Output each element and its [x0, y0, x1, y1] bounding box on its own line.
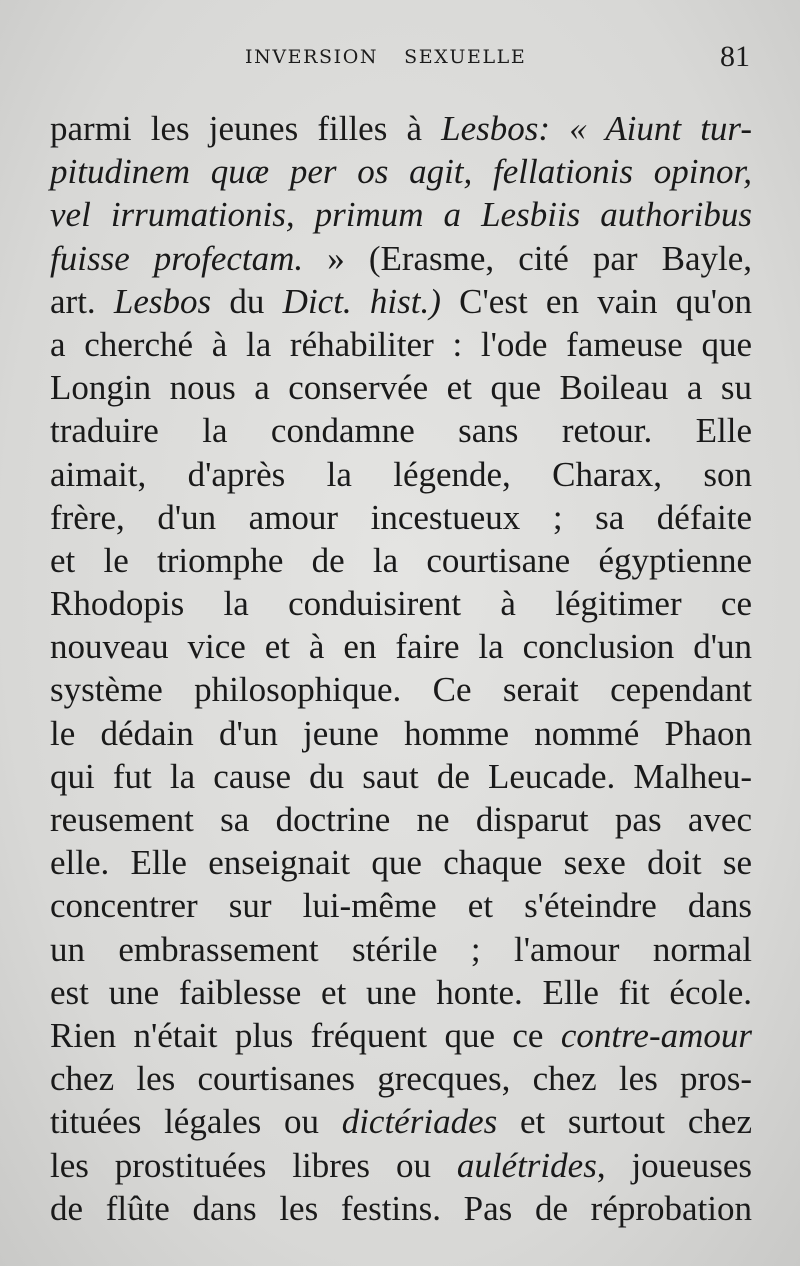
italic-text: aulétrides: [456, 1145, 597, 1185]
italic-text: Lesbos: « Aiunt tur-: [441, 109, 752, 148]
text-line: [50, 884, 752, 927]
text-segment: Rien n'était plus fréquent que ce: [50, 1015, 561, 1055]
italic-text: pitudinem quæ per os agit, fellationis opinor,: [50, 152, 752, 192]
text-segment: système philosophique. Ce serait cependant: [50, 670, 752, 710]
text-line: [50, 928, 752, 971]
running-title-part2: SEXUELLE: [404, 46, 527, 68]
italic-text: contre-amour: [560, 1015, 752, 1055]
text-line: [50, 150, 752, 193]
text-segment: , joueuses: [596, 1145, 752, 1185]
text-line: [50, 496, 752, 539]
italic-text: Lesbos: [113, 281, 212, 321]
text-line: [50, 1100, 752, 1143]
text-line: [50, 1187, 752, 1230]
text-line: [50, 1014, 752, 1057]
text-segment: traduire la condamne sans retour. Elle: [50, 411, 752, 451]
text-line: [50, 798, 752, 841]
text-segment: chez les courtisanes grecques, chez les pros-: [50, 1059, 752, 1099]
running-head: [245, 46, 526, 68]
text-line: [50, 1144, 752, 1187]
text-segment: de flûte dans les festins. Pas de réprobation: [50, 1188, 752, 1228]
text-line: [50, 1057, 752, 1100]
text-segment: Longin nous a conservée et que Boileau a su: [50, 368, 752, 408]
text-segment: est une faiblesse et une honte. Elle fit école.: [50, 972, 752, 1012]
text-segment: C'est en vain qu'on: [440, 281, 753, 321]
text-segment: reusement sa doctrine ne disparut pas avec: [50, 800, 752, 839]
text-segment: et le triomphe de la courtisane égyptienne: [50, 540, 752, 580]
text-segment: concentrer sur lui-même et s'éteindre dans: [50, 886, 752, 926]
text-segment: art.: [50, 281, 114, 321]
text-line: [50, 755, 752, 798]
text-segment: qui fut la cause du saut de Leucade. Malheu-: [50, 756, 752, 796]
text-line: [50, 841, 752, 884]
text-segment: et surtout chez: [497, 1102, 752, 1142]
text-line: [50, 193, 752, 236]
text-segment: a cherché à la réhabiliter : l'ode fameuse que: [50, 324, 752, 364]
text-line: [50, 366, 752, 409]
italic-text: fuisse profectam.: [50, 238, 304, 278]
page-number: 81: [720, 40, 750, 73]
text-segment: nouveau vice et à en faire la conclusion d'un: [50, 627, 752, 667]
text-line: [50, 668, 752, 711]
running-title-part1: INVERSION: [245, 46, 379, 68]
text-segment: parmi les jeunes filles à: [50, 109, 442, 148]
italic-text: dictériades: [341, 1102, 498, 1142]
text-line: [50, 237, 752, 280]
body-text: [50, 107, 752, 1230]
text-line: [50, 971, 752, 1014]
text-line: [50, 625, 752, 668]
text-line: [50, 453, 752, 496]
text-line: [50, 280, 752, 323]
italic-text: vel irrumationis, primum a Lesbiis authoribus: [50, 195, 752, 235]
italic-text: Dict. hist.): [282, 281, 441, 321]
text-line: [50, 107, 752, 150]
text-segment: elle. Elle enseignait que chaque sexe doit se: [50, 843, 752, 883]
text-segment: les prostituées libres ou: [50, 1145, 457, 1185]
text-segment: du: [211, 281, 283, 321]
text-segment: Rhodopis la conduisirent à légitimer ce: [50, 584, 752, 624]
text-line: [50, 539, 752, 582]
text-segment: » (Erasme, cité par Bayle,: [303, 238, 752, 278]
text-segment: un embrassement stérile ; l'amour normal: [50, 929, 752, 969]
text-line: [50, 409, 752, 452]
text-segment: le dédain d'un jeune homme nommé Phaon: [50, 713, 752, 753]
text-line: [50, 712, 752, 755]
text-line: [50, 323, 752, 366]
text-segment: frère, d'un amour incestueux ; sa défaite: [50, 497, 752, 537]
text-line: [50, 582, 752, 625]
text-segment: tituées légales ou: [50, 1102, 342, 1142]
text-segment: aimait, d'après la légende, Charax, son: [50, 454, 752, 494]
